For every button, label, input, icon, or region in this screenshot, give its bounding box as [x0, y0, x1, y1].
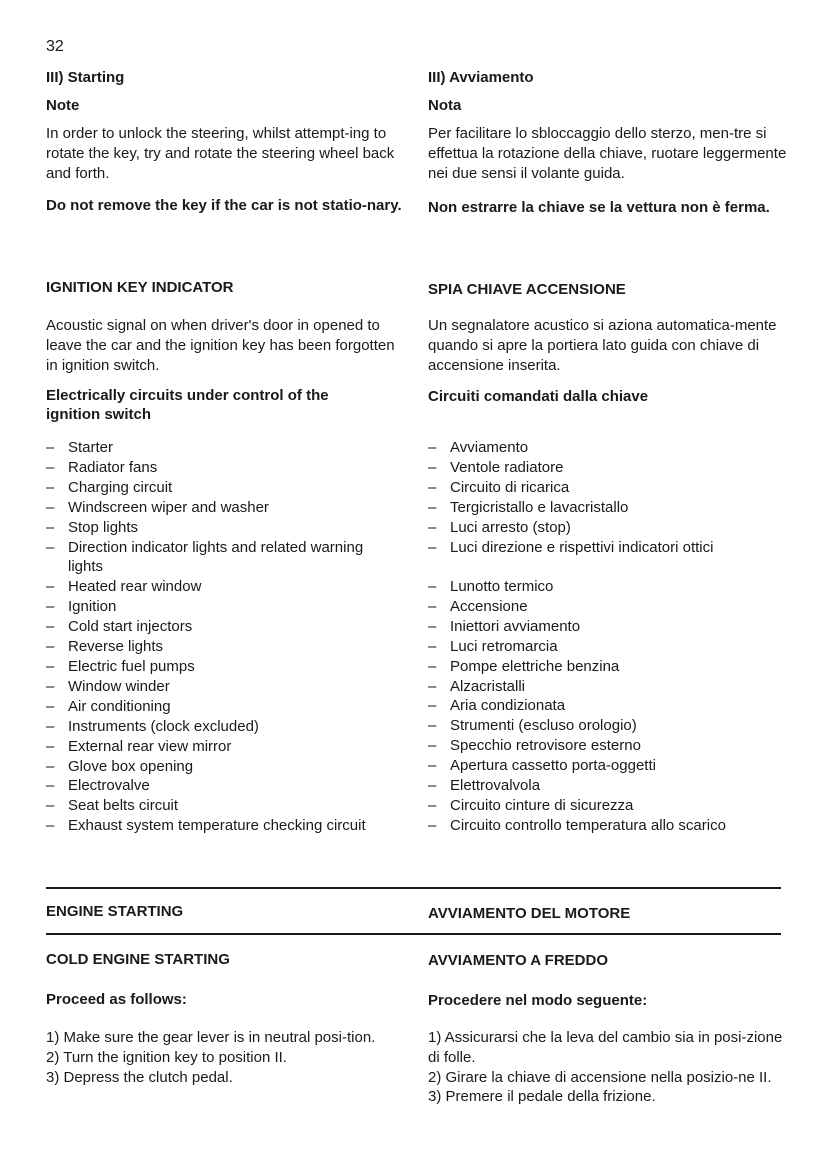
engine-starting-title: AVVIAMENTO DEL MOTORE [428, 905, 631, 922]
circuits-title: Circuiti comandati dalla chiave [428, 388, 649, 405]
list-item: – Electrovalve [46, 776, 386, 796]
list-item: – Lunotto termico [428, 577, 788, 597]
list-item: – Circuito cinture di sicurezza [428, 796, 788, 816]
list-item: – Window winder [46, 677, 386, 697]
italian-column [428, 0, 788, 1163]
list-item: – Direction indicator lights and related warning lights [46, 538, 368, 578]
circuits-list-continued [428, 577, 788, 836]
steps-list [46, 1028, 406, 1087]
list-item: – Starter [46, 438, 386, 458]
indicator-text: Un segnalatore acustico si aziona automatica-mente quando si apre la portiera lato guida con chiave di accensione inserita. [428, 317, 777, 374]
list-item: – Apertura cassetto porta-oggetti [428, 756, 788, 776]
list-item: – Accensione [428, 597, 788, 617]
cold-start-title: COLD ENGINE STARTING [46, 951, 230, 968]
divider-bottom [46, 933, 781, 935]
list-item: – Instruments (clock excluded) [46, 717, 386, 737]
note-title: Note [46, 97, 80, 114]
step-item: 2) Turn the ignition key to position II. [46, 1048, 287, 1066]
note-title: Nota [428, 97, 462, 114]
list-item: – Windscreen wiper and washer [46, 498, 386, 518]
english-column [46, 0, 406, 1163]
list-item: – Electric fuel pumps [46, 657, 386, 677]
list-item: – Seat belts circuit [46, 796, 386, 816]
list-item: – Tergicristallo e lavacristallo [428, 498, 788, 518]
warning-text: Do not remove the key if the car is not statio-nary. [46, 197, 402, 214]
list-item: – Aria condizionata [428, 696, 788, 716]
list-item: – Alzacristalli [428, 677, 788, 697]
list-item: – Luci retromarcia [428, 637, 788, 657]
section-title: III) Starting [46, 69, 125, 86]
step-item: 2) Girare la chiave di accensione nella posizio-ne II. [428, 1068, 772, 1086]
engine-starting-title: ENGINE STARTING [46, 903, 184, 920]
list-item: – Exhaust system temperature checking circuit [46, 816, 388, 836]
indicator-title: IGNITION KEY INDICATOR [46, 279, 234, 296]
list-item: – Radiator fans [46, 458, 386, 478]
note-text: Per facilitare lo sbloccaggio dello sterzo, men-tre si effettua la rotazione della chiave, ruotare leggermente nei due sensi il volante guida. [428, 125, 787, 182]
step-item: 3) Premere il pedale della frizione. [428, 1088, 656, 1106]
list-item: – Glove box opening [46, 757, 386, 777]
page-number: 32 [46, 38, 64, 55]
cold-start-title: AVVIAMENTO A FREDDO [428, 952, 609, 969]
list-item: – Luci arresto (stop) [428, 518, 788, 538]
list-item: – Specchio retrovisore esterno [428, 736, 788, 756]
list-item: – Luci direzione e rispettivi indicatori ottici [428, 538, 788, 558]
step-item: 3) Depress the clutch pedal. [46, 1068, 233, 1086]
divider-top [46, 887, 781, 889]
section-title: III) Avviamento [428, 69, 534, 86]
list-item: – Strumenti (escluso orologio) [428, 716, 788, 736]
list-item: – Air conditioning [46, 697, 386, 717]
list-item: – Avviamento [428, 438, 788, 458]
warning-text: Non estrarre la chiave se la vettura non è ferma. [428, 199, 770, 216]
proceed-title: Proceed as follows: [46, 991, 187, 1008]
list-item: – Circuito di ricarica [428, 478, 788, 498]
step-item: 1) Assicurarsi che la leva del cambio sia in posi-zione di folle. [428, 1029, 783, 1066]
list-item: – Stop lights [46, 518, 386, 538]
proceed-title: Procedere nel modo seguente: [428, 992, 648, 1009]
step-item: 1) Make sure the gear lever is in neutral posi-tion. [46, 1029, 376, 1046]
list-item: – Elettrovalvola [428, 776, 788, 796]
indicator-title: SPIA CHIAVE ACCENSIONE [428, 281, 626, 298]
list-item: – Ventole radiatore [428, 458, 788, 478]
list-item: – Pompe elettriche benzina [428, 657, 788, 677]
list-item: – Charging circuit [46, 478, 386, 498]
circuits-list [428, 438, 788, 557]
list-item: – Iniettori avviamento [428, 617, 788, 637]
list-item: – Cold start injectors [46, 617, 386, 637]
list-item: – Reverse lights [46, 637, 386, 657]
indicator-text: Acoustic signal on when driver's door in opened to leave the car and the ignition key has been forgotten in ignition switch. [46, 317, 395, 374]
list-item: – Circuito controllo temperatura allo scarico [428, 816, 788, 836]
circuits-title: Electrically circuits under control of the ignition switch [46, 387, 329, 423]
note-text: In order to unlock the steering, whilst attempt-ing to rotate the key, try and rotate the steering wheel back and forth. [46, 125, 395, 182]
list-item: – Ignition [46, 597, 386, 617]
steps-list [428, 1028, 783, 1107]
list-item: – External rear view mirror [46, 737, 386, 757]
circuits-list [46, 438, 386, 836]
list-item: – Heated rear window [46, 577, 386, 597]
